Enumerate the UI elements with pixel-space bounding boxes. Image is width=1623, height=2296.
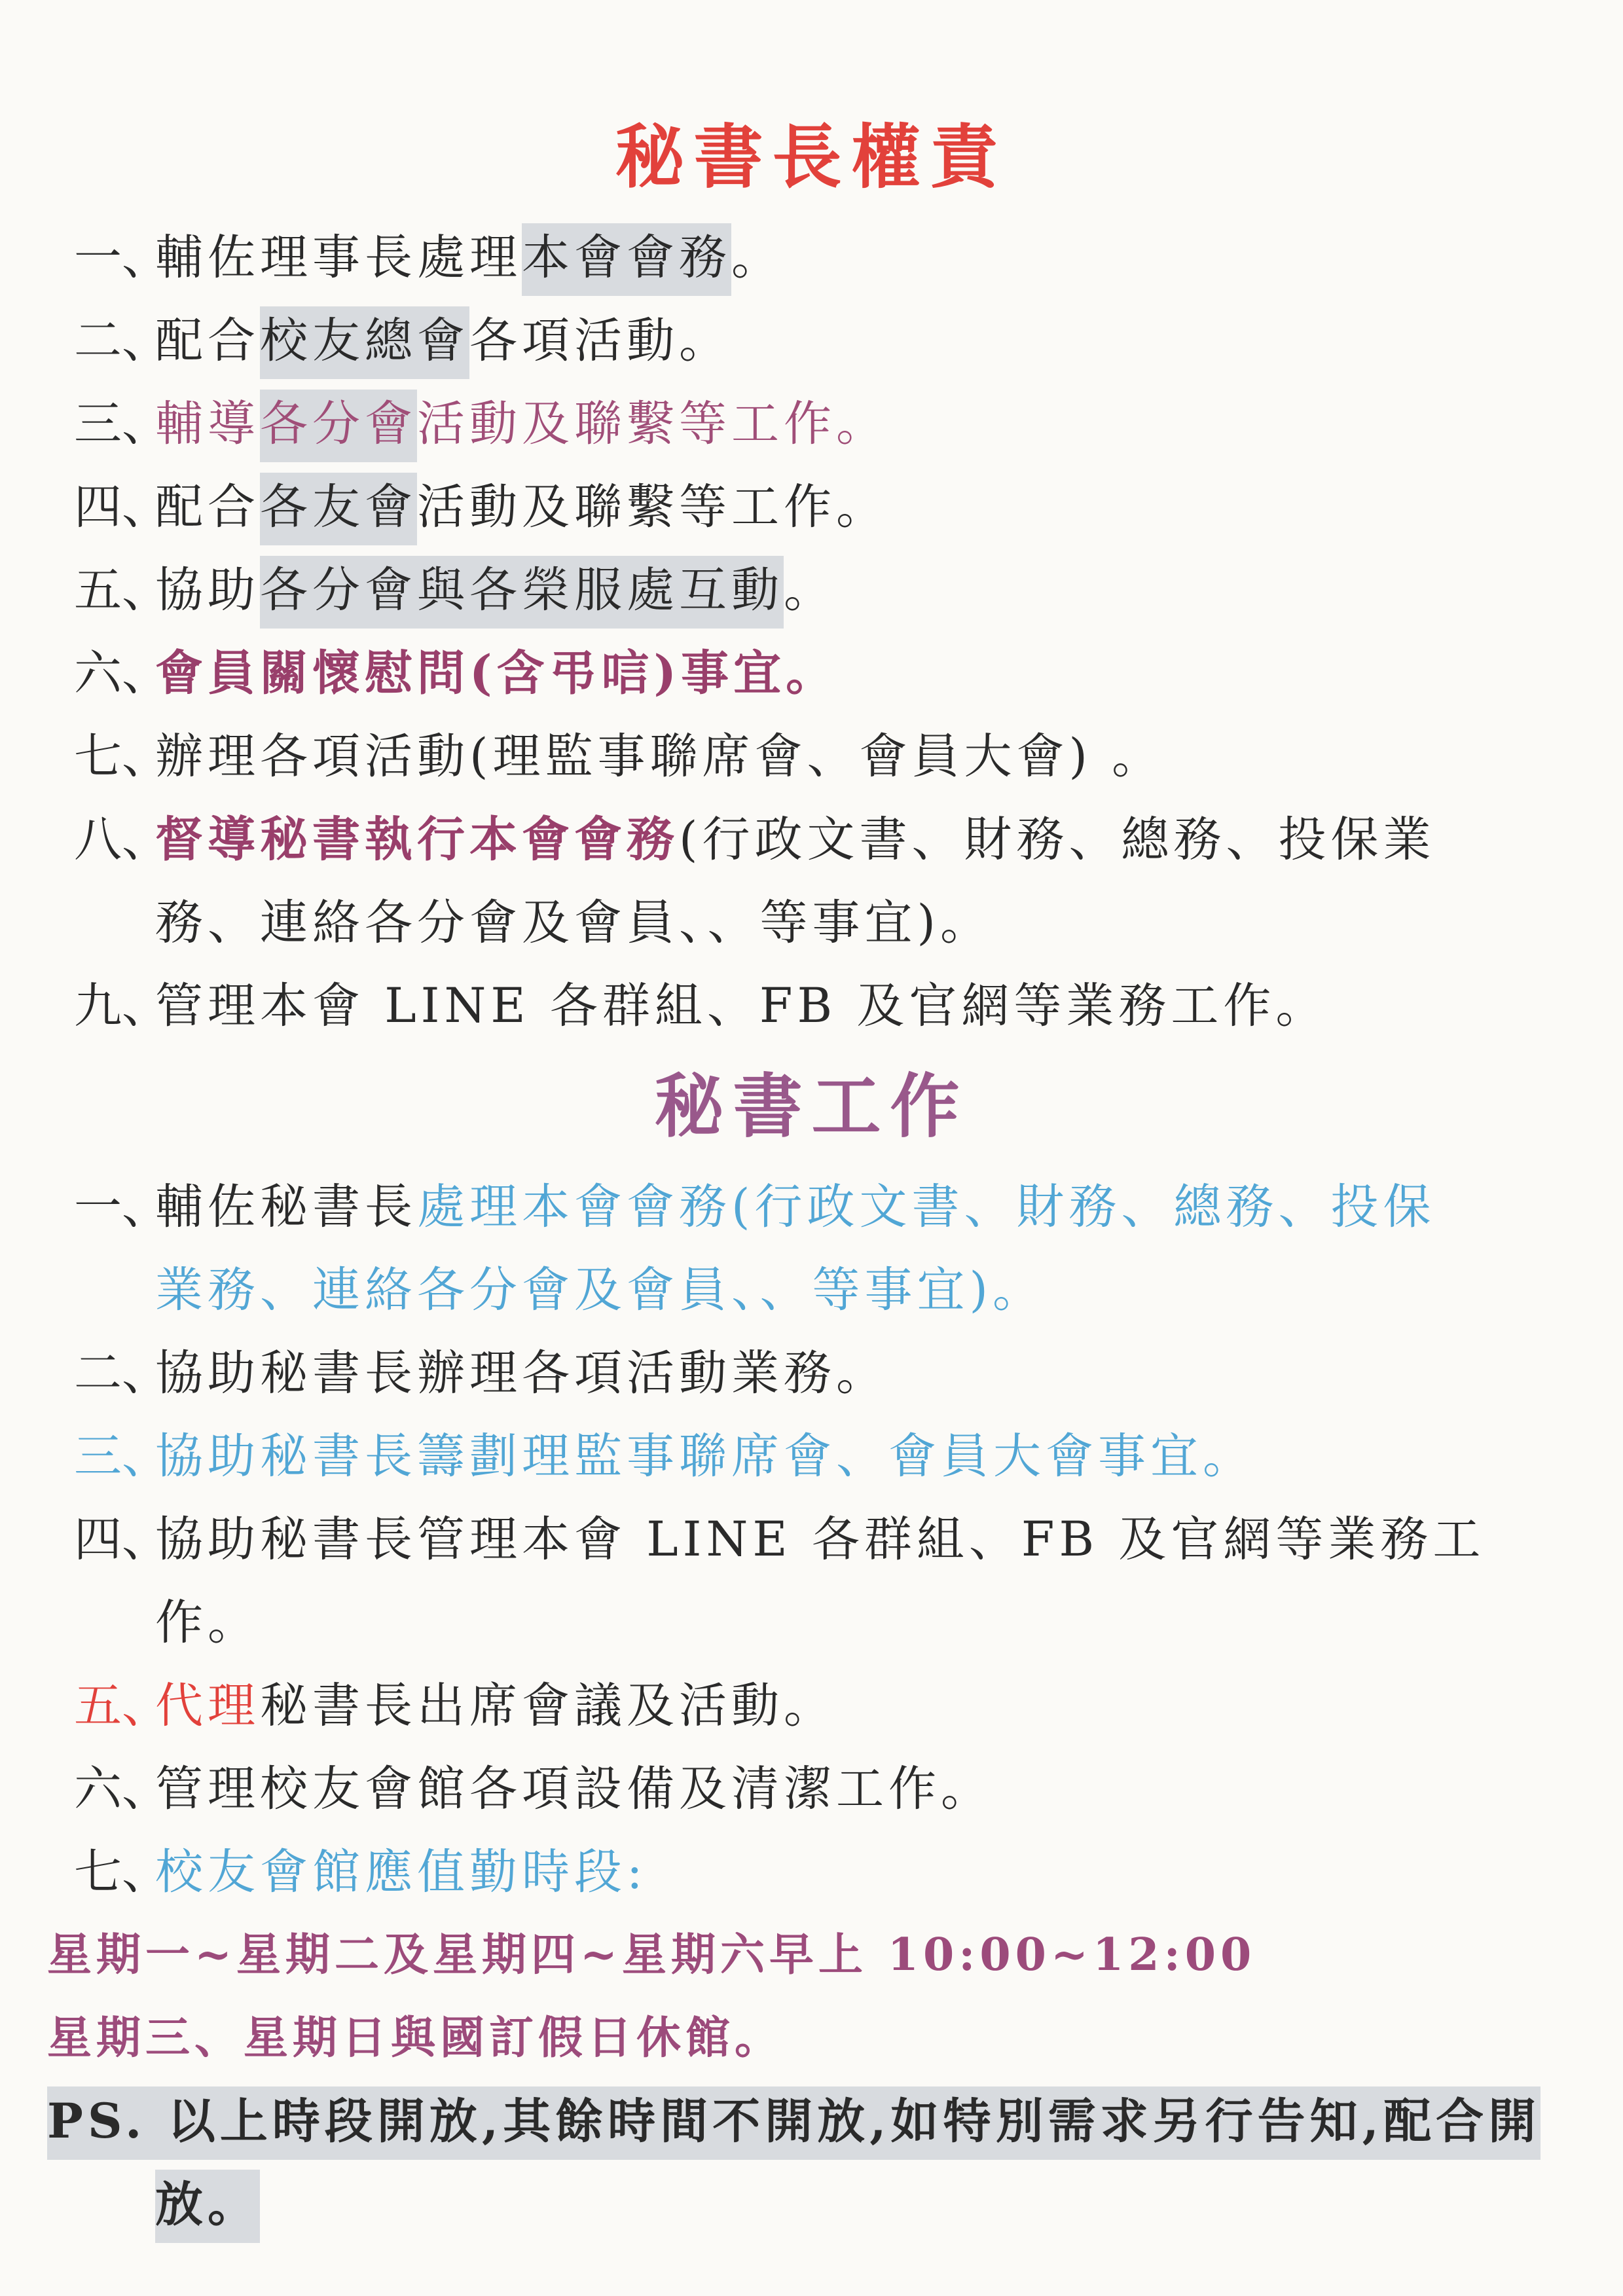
text-segment: 星期一~星期二及星期四~星期六早上 10:00~12:00 [47, 1929, 1256, 1981]
item-number: 七、 [74, 1844, 170, 1900]
item-number: 二、 [74, 1345, 170, 1401]
item-number: 一、 [74, 1179, 170, 1235]
text-segment: 。 [784, 562, 836, 618]
list-item [0, 1498, 1623, 1581]
item-number: 六、 [74, 1761, 170, 1817]
text-segment: 放。 [155, 2170, 260, 2243]
ps-note-continuation [0, 2163, 1623, 2246]
item-number: 五、 [74, 562, 170, 618]
text-segment: 輔佐理事長處理 [155, 230, 522, 285]
schedule-note-open [0, 1914, 1623, 1997]
text-segment: 協助秘書長籌劃理監事聯席會、會員大會事宜。 [155, 1429, 1255, 1484]
list-item [0, 1664, 1623, 1747]
text-segment: 配合 [155, 479, 260, 535]
item-number: 二、 [74, 313, 170, 369]
schedule-note-closed [0, 1997, 1623, 2080]
text-segment: 輔導 [155, 396, 260, 452]
text-segment: 各分會 [260, 390, 417, 462]
text-segment: 辦理各項活動(理監事聯席會、會員大會) 。 [155, 729, 1165, 784]
text-segment: 配合 [155, 313, 260, 369]
list-item-continuation [0, 1581, 1623, 1664]
list-item [0, 1165, 1623, 1248]
text-segment: 協助 [155, 562, 260, 618]
text-segment: 管理本會 LINE 各群組、FB 及官網等業務工作。 [155, 978, 1328, 1034]
text-segment: 輔佐秘書長 [155, 1179, 417, 1235]
item-number: 三、 [74, 396, 170, 452]
item-number: 七、 [74, 729, 170, 784]
text-segment: 星期三、星期日與國訂假日休館。 [47, 2012, 784, 2064]
list-item [0, 549, 1623, 632]
text-segment: 務、連絡各分會及會員、、等事宜)。 [155, 895, 993, 951]
text-segment: 代理 [155, 1678, 260, 1734]
text-segment: 秘書長出席會議及活動。 [260, 1678, 836, 1734]
list-item [0, 632, 1623, 715]
ps-note [0, 2080, 1623, 2163]
text-segment: 各友會 [260, 473, 417, 545]
text-segment: 處理本會會務(行政文書、財務、總務、投保 [417, 1179, 1436, 1235]
section2-title: 秘書工作 [654, 1065, 969, 1147]
list-item [0, 715, 1623, 798]
list-item [0, 1831, 1623, 1914]
item-number: 四、 [74, 1512, 170, 1567]
list-item-continuation [0, 1248, 1623, 1332]
text-segment: 校友會館應值勤時段: [155, 1844, 647, 1900]
item-number: 四、 [74, 479, 170, 535]
list-item [0, 216, 1623, 299]
text-segment: 各項活動。 [469, 313, 731, 369]
text-segment: 作。 [155, 1595, 260, 1650]
item-number: 六、 [74, 646, 170, 701]
text-segment: 。 [731, 230, 784, 285]
item-number: 一、 [74, 230, 170, 285]
text-segment: 活動及聯繫等工作。 [417, 479, 888, 535]
list-item [0, 382, 1623, 465]
text-segment: 協助秘書長管理本會 LINE 各群組、FB 及官網等業務工 [155, 1512, 1486, 1567]
text-segment: (行政文書、財務、總務、投保業 [679, 812, 1436, 867]
list-item [0, 964, 1623, 1048]
item-number: 三、 [74, 1429, 170, 1484]
text-segment: 校友總會 [260, 306, 469, 379]
item-number: 九、 [74, 978, 170, 1034]
list-item [0, 1415, 1623, 1498]
item-number: 五、 [74, 1678, 170, 1734]
text-segment: 管理校友會館各項設備及清潔工作。 [155, 1761, 993, 1817]
section1-title: 秘書長權責 [615, 116, 1008, 198]
text-segment: 業務、連絡各分會及會員、、等事宜)。 [155, 1262, 1045, 1318]
text-segment: 協助秘書長辦理各項活動業務。 [155, 1345, 888, 1401]
list-item [0, 798, 1623, 881]
list-item [0, 465, 1623, 549]
list-item [0, 1747, 1623, 1831]
text-segment: 本會會務 [522, 223, 731, 296]
text-segment: 督導秘書執行本會會務 [155, 811, 679, 867]
text-segment: 各分會與各榮服處互動 [260, 556, 784, 629]
text-segment: 會員關懷慰問(含弔唁)事宜。 [155, 645, 839, 701]
list-item [0, 1332, 1623, 1415]
text-segment: 活動及聯繫等工作。 [417, 396, 888, 452]
list-item-continuation [0, 881, 1623, 964]
text-segment: PS. 以上時段開放,其餘時間不開放,如特別需求另行告知,配合開 [47, 2086, 1541, 2160]
list-item [0, 299, 1623, 382]
item-number: 八、 [74, 812, 170, 867]
